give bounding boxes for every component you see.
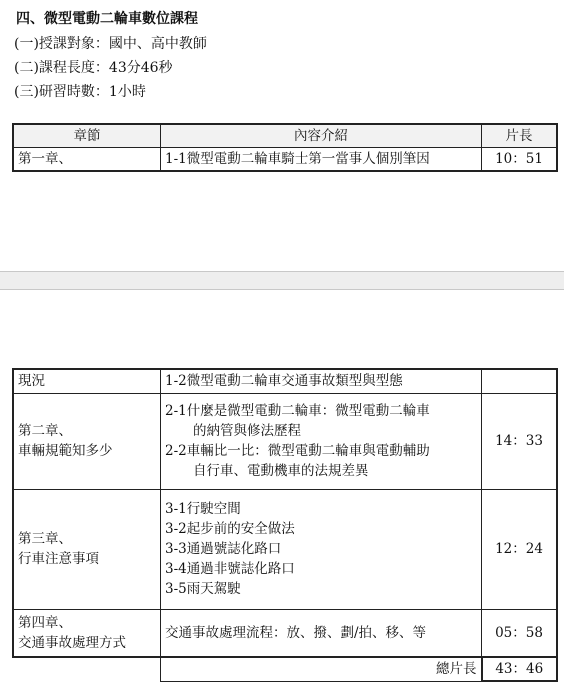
chapter-cell: 第三章、 行車注意事項 bbox=[13, 489, 161, 609]
chapter-cell: 第二章、 車輛規範知多少 bbox=[13, 393, 161, 489]
length-cell: 14：33 bbox=[482, 393, 558, 489]
info-duration: (二)課程長度：43分46秒 bbox=[14, 60, 173, 76]
table-row bbox=[13, 393, 557, 489]
document-page-2 bbox=[0, 290, 564, 700]
header-length: 片長 bbox=[482, 124, 558, 148]
content-cell: 交通事故處理流程：放、撥、劃/拍、移、等 bbox=[161, 609, 482, 657]
content-cell: 1-1微型電動二輪車騎士第一當事人個別筆因 bbox=[161, 148, 482, 172]
info-audience: (一)授課對象：國中、高中教師 bbox=[14, 36, 207, 52]
table-row bbox=[13, 369, 557, 393]
chapter-cell: 現況 bbox=[13, 369, 161, 393]
table-header-row bbox=[13, 124, 557, 148]
document-page-1 bbox=[0, 0, 564, 271]
length-cell: 05：58 bbox=[482, 609, 558, 657]
total-length-label: 總片長 bbox=[161, 657, 482, 681]
header-chapter: 章節 bbox=[13, 124, 161, 148]
info-hours: (三)研習時數：1小時 bbox=[14, 84, 146, 100]
page-break bbox=[0, 271, 564, 290]
course-table-part-1 bbox=[12, 123, 558, 172]
chapter-cell: 第四章、 交通事故處理方式 bbox=[13, 609, 161, 657]
length-cell bbox=[482, 369, 558, 393]
course-table-part-2 bbox=[12, 368, 558, 682]
content-cell: 1-2微型電動二輪車交通事故類型與型態 bbox=[161, 369, 482, 393]
length-cell: 10：51 bbox=[482, 148, 558, 172]
length-cell: 12：24 bbox=[482, 489, 558, 609]
content-cell: 3-1行駛空間 3-2起步前的安全做法 3-3通過號誌化路口 3-4通過非號誌化路口 3-5雨天駕駛 bbox=[161, 489, 482, 609]
total-row bbox=[13, 657, 557, 681]
table-row bbox=[13, 489, 557, 609]
total-length-value: 43：46 bbox=[482, 657, 558, 681]
content-cell: 2-1什麼是微型電動二輪車：微型電動二輪車 的納管與修法歷程 2-2車輛比一比：微型電動二輪車與電動輔助 自行車、電動機車的法規差異 bbox=[161, 393, 482, 489]
chapter-cell: 第一章、 bbox=[13, 148, 161, 172]
table-row bbox=[13, 148, 557, 172]
header-content: 內容介紹 bbox=[161, 124, 482, 148]
section-heading: 四、微型電動二輪車數位課程 bbox=[16, 11, 198, 27]
table-row bbox=[13, 609, 557, 657]
